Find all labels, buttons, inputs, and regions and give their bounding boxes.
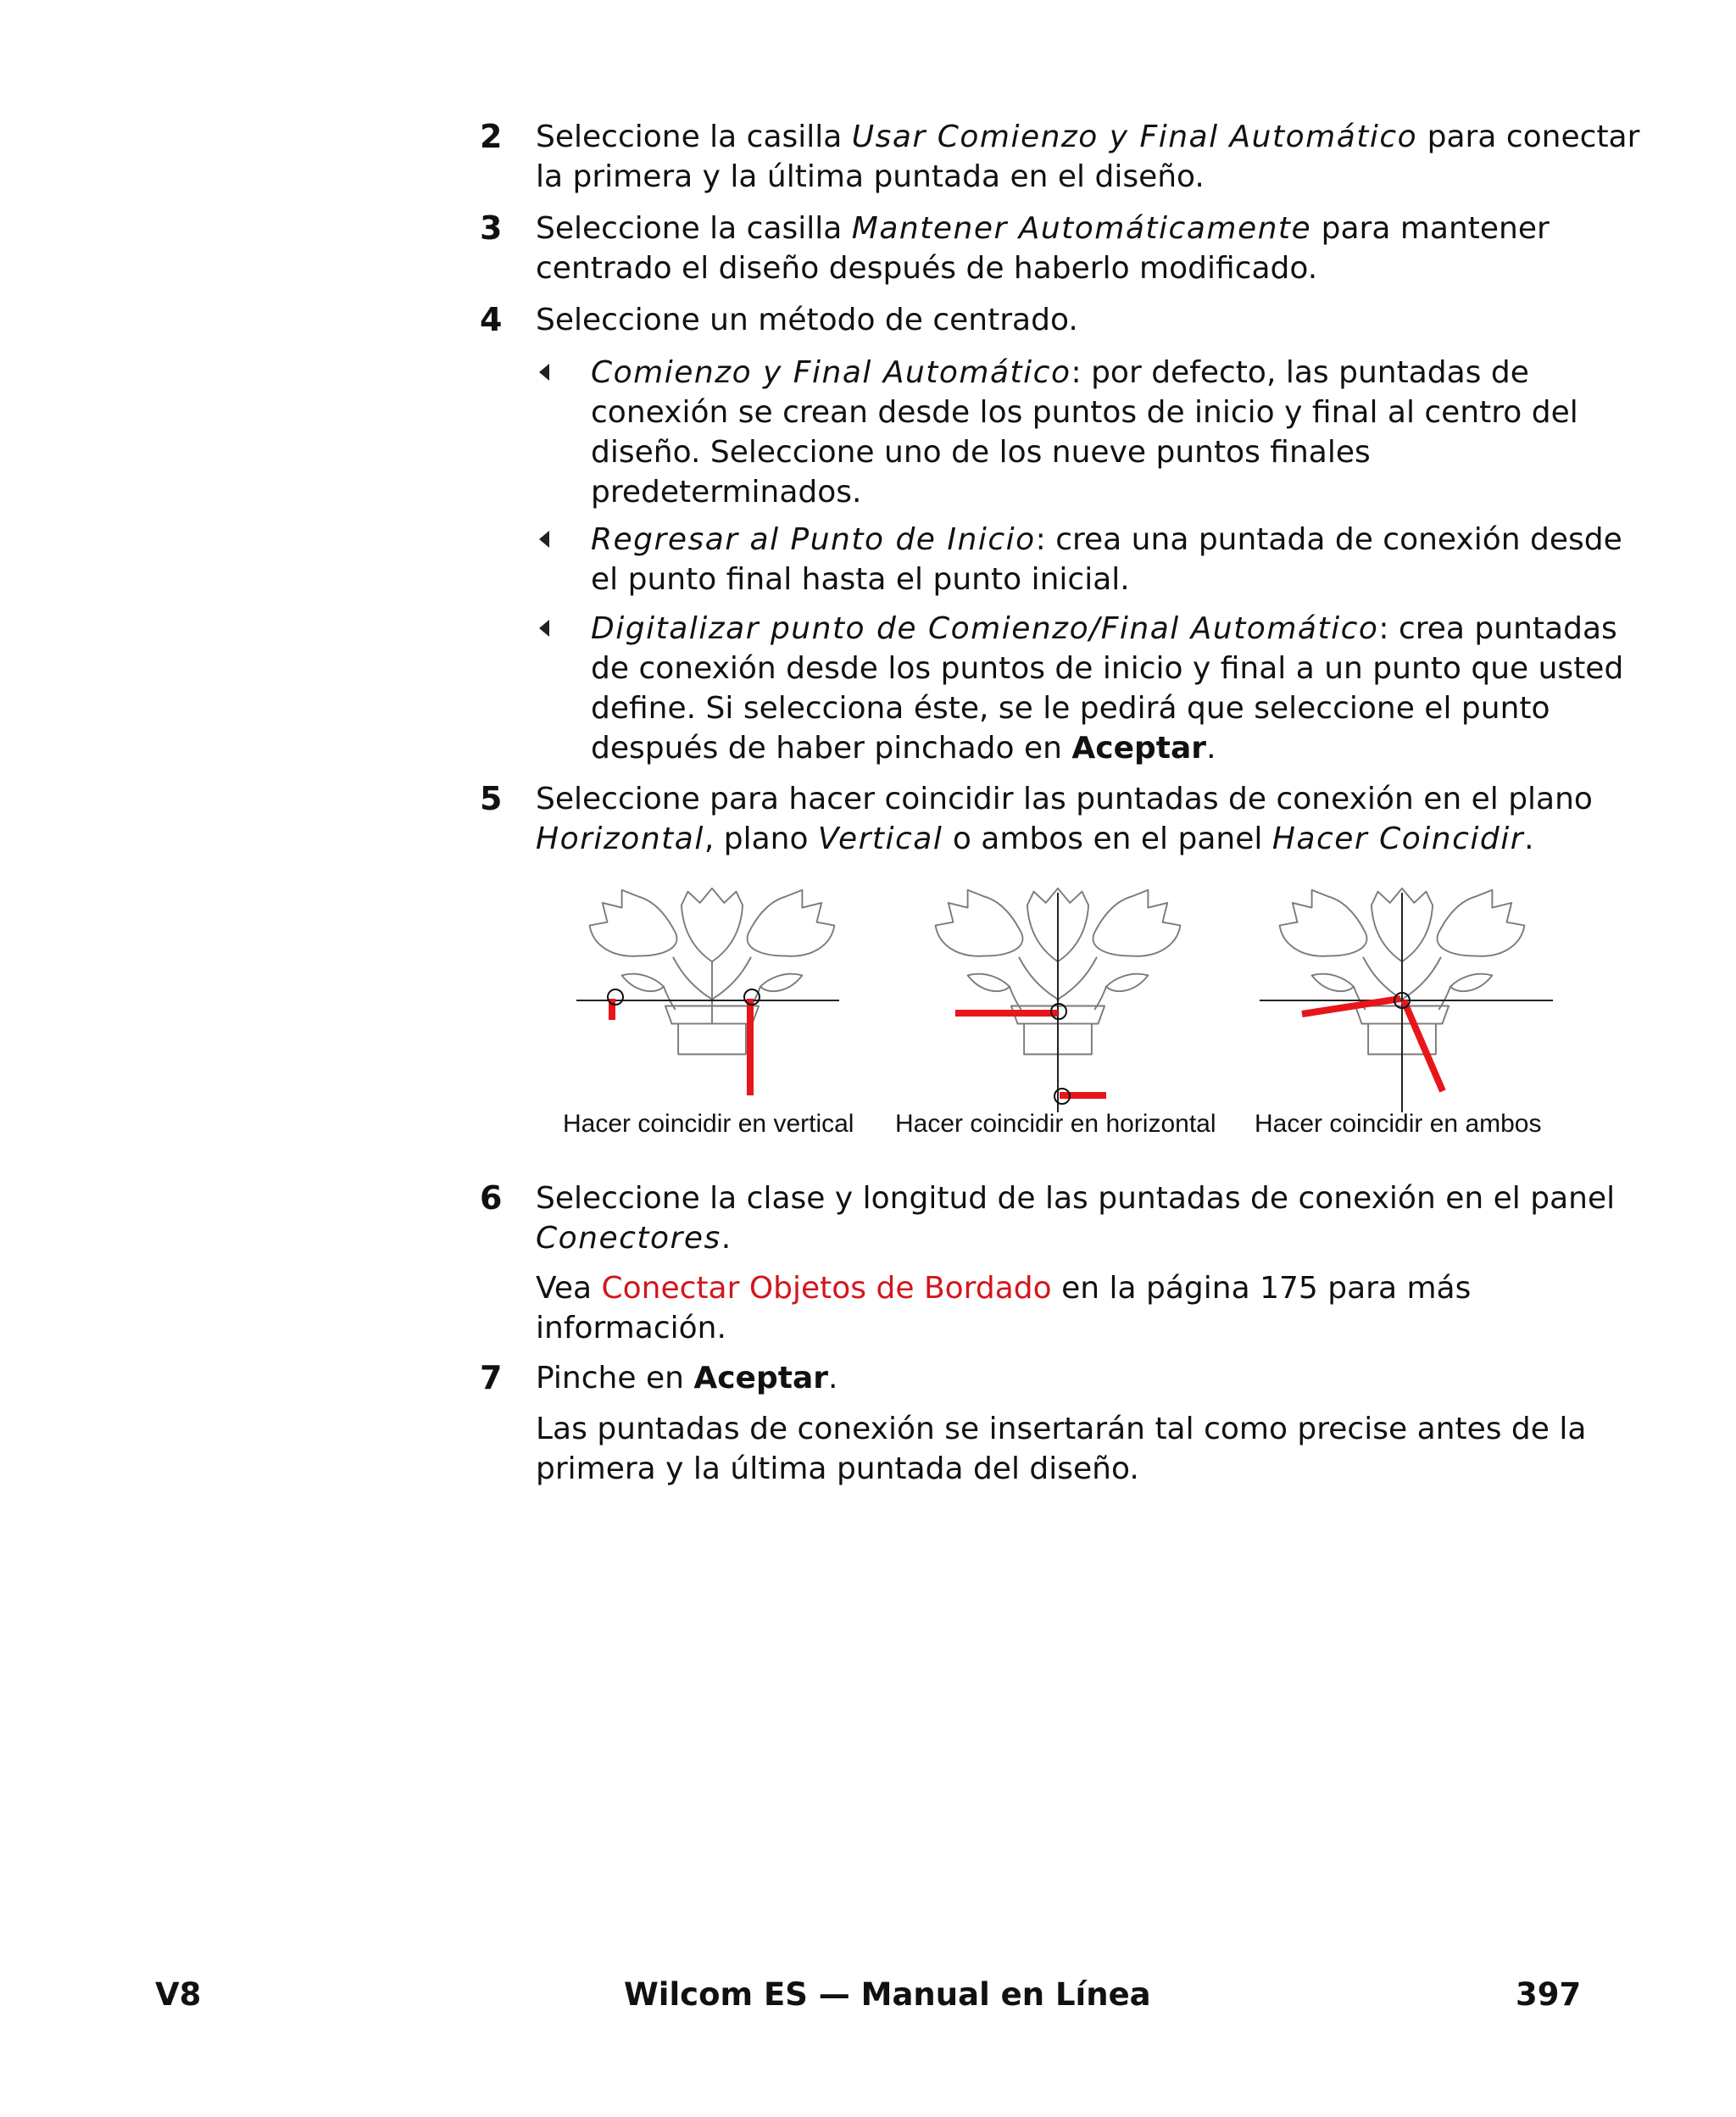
bold-term: Aceptar [1071,731,1207,766]
stitch-line [1404,1000,1443,1091]
footer-title: Wilcom ES — Manual en Línea [624,1976,1151,2013]
figure-caption-vertical: Hacer coincidir en vertical [563,1110,854,1138]
step-number: 2 [480,118,503,155]
panel-vertical [590,889,835,1055]
text-line: Seleccione para hacer coincidir las puntadas de conexión en el plano [536,782,1593,816]
text-run: . [1206,731,1216,766]
text-run: . [721,1221,732,1256]
cross-reference-link[interactable]: Conectar Objetos de Bordado [601,1271,1052,1306]
step-text [536,1358,1595,1398]
text-line: la primera y la última puntada en el diseño. [536,159,1205,194]
text-line: Seleccione un método de centrado. [536,303,1078,337]
figure-caption-both: Hacer coincidir en ambos [1255,1110,1542,1138]
text-run: . [828,1361,838,1396]
option-name: Comienzo y Final Automático [591,355,1071,390]
step-text [536,1178,1616,1258]
text-line: define. Si selecciona éste, se le pedirá que seleccione el punto [591,691,1550,726]
step-number: 5 [480,780,503,817]
option-name: Usar Comienzo y Final Automático [851,120,1418,154]
text-line: Seleccione la clase y longitud de las puntadas de conexión en el panel [536,1181,1616,1216]
text-run: después de haber pinchado en [591,731,1072,766]
text-run: . [1524,822,1534,856]
step-number: 4 [480,301,503,338]
text-run: Seleccione la casilla [536,211,852,246]
option-name: Regresar al Punto de Inicio [591,522,1036,557]
text-run: Seleccione la casilla [536,120,852,154]
text-run: , plano [704,822,818,856]
figure-caption-horizontal: Hacer coincidir en horizontal [895,1110,1216,1138]
option-name: Digitalizar punto de Comienzo/Final Automático [591,611,1379,646]
text-run: : crea una puntada de conexión desde [1035,522,1622,557]
text-line: información. [536,1311,726,1345]
text-run: : por defecto, las puntadas de [1071,355,1529,390]
step-number: 7 [480,1359,503,1396]
step-note [536,1409,1595,1489]
text-run: Pinche en [536,1361,694,1396]
footer-page-number: 397 [1516,1976,1582,2013]
bold-term: Aceptar [693,1361,829,1396]
text-line: diseño. Seleccione uno de los nueve puntos finales [591,435,1371,470]
option-name: Mantener Automáticamente [851,211,1312,246]
option-name: Vertical [817,822,943,856]
step-number: 3 [480,209,503,247]
text-line: primera y la última puntada del diseño. [536,1451,1139,1486]
text-run: para mantener [1311,211,1550,246]
step-number: 6 [480,1179,503,1217]
text-run: para conectar [1417,120,1640,154]
text-line: Las puntadas de conexión se insertarán tal como precise antes de la [536,1412,1587,1446]
text-line: el punto final hasta el punto inicial. [591,562,1130,597]
text-run: en la página 175 para más [1051,1271,1472,1306]
footer-version: V8 [155,1976,202,2013]
option-name: Conectores [536,1221,721,1256]
text-line: conexión se crean desde los puntos de inicio y final al centro del [591,395,1578,430]
text-line: de conexión desde los puntos de inicio y final a un punto que usted [591,651,1624,686]
text-run: : crea puntadas [1378,611,1617,646]
text-line: centrado el diseño después de haberlo modificado. [536,251,1318,286]
text-run: o ambos en el panel [943,822,1272,856]
option-name: Hacer Coincidir [1271,822,1525,856]
text-run: Vea [536,1271,602,1306]
option-name: Horizontal [536,822,704,856]
step-note [536,1268,1595,1348]
text-line: predeterminados. [591,475,862,510]
